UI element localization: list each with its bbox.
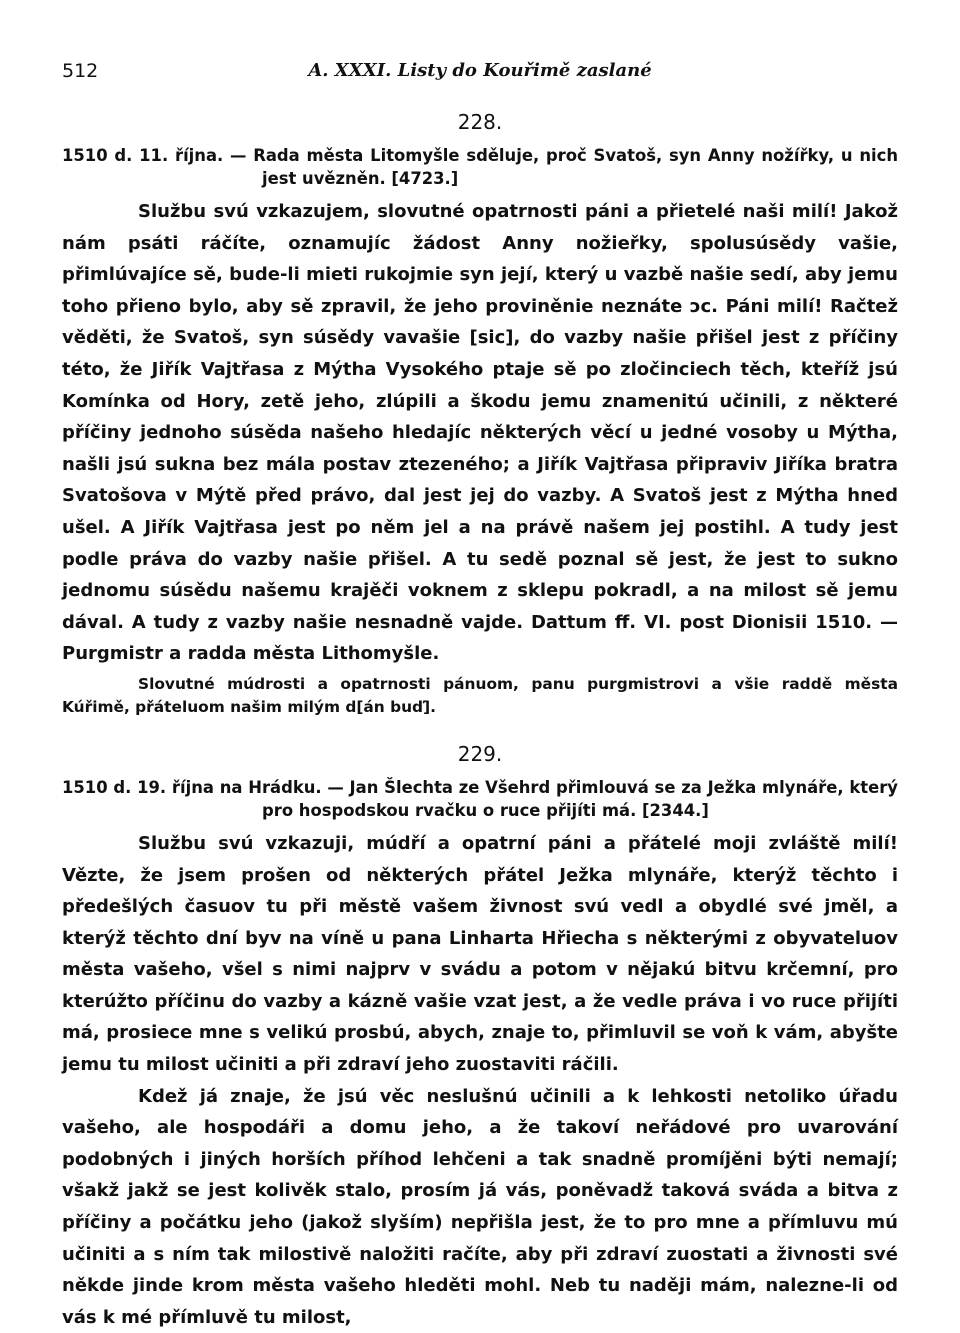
document-number: 228. [457,110,503,134]
document-regest: 1510 d. 11. října. — Rada města Litomyšle sděluje, proč Svatoš, syn Anny nožířky, u nich jest uvězněn. [4723.] [62,146,898,188]
page-number: 512 [62,60,99,82]
letter-paragraph: Službu svú vzkazuji, múdří a opatrní páni a přátelé moji zvláště milí! Vězte, že jsem prošen od některých přátel Ježka mlynáře, kterýž těchto i předešlých časuov tu při městě vašem živnost svú vedl a obydlé své jměl, a kterýž těchto dní byv na víně u pana Linharta Hřiecha s některými z obyvateluov města vašeho, všel s nimi najprv v svádu a potom v nějakú bitvu krčemní, pro kterúžto příčinu do vazby a kázně vašie vzat jest, a že vedle práva i vo ruce přijíti má, prosiece mne s velikú prosbú, abych, znaje to, přimluvil se voň k vám, abyšte jemu tu milost učiniti a při zdraví jeho zuostaviti ráčili. [62,832,898,1076]
document-page [62,56,898,1333]
letter-address: Slovutné múdrosti a opatrnosti pánuom, panu purgmistrovi a všie raddě města Kúřimě, přáteluom našim milým d[án buď]. [62,674,898,717]
letter-paragraph: Kdež já znaje, že jsú věc neslušnú učinili a k lehkosti netoliko úřadu vašeho, ale hospodáři a domu jeho, a že takoví neřádové pro uvarování podobných i jiných horších příhod lehčeni a tak snadně promíjěni býti nemají; všakž jakž se jest kolivěk stalo, prosím já vás, poněvadž taková sváda a bitva z příčiny a počátku jeho (jakož slyším) nepřišla jest, že to pro mne a přímluvu mú učiniti a s ním tak milostivě naložiti račíte, aby při zdraví zuostati a živnosti své někde jinde krom města vašeho hleděti mohl. Neb tu naději mám, nalezne-li od vás k mé přímluvě tu milost, [62,1085,898,1328]
letter-paragraph: Službu svú vzkazujem, slovutné opatrnosti páni a přietelé naši milí! Jakož nám psáti ráčíte, oznamujíc žádost Anny nožieřky, spolusúsědy vašie, přimlúvajíce sě, bude-li mieti rukojmie syn její, který u vazbě našie sedí, aby jemu toho přieno bylo, aby sě zpravil, že jeho proviněnie neznáte ɔc. Páni milí! Račtež věděti, že Svatoš, syn súsědy vavašie [sic], do vazby našie přišel jest z příčiny této, že Jiřík Vajtřasa z Mýtha Vysokého ptaje sě po zločinciech těch, kteříž jsú Komínka od Hory, zetě jeho, zlúpili a škodu jemu znamenitú učinili, z některé příčiny jednoho súsěda našeho hledajíc některých věcí u jedné vosoby u Mýtha, našli jsú sukna bez mála postav ztezeného; a Jiřík Vajtřasa připraviv Jiříka bratra Svatošova v Mýtě před právo, dal jest jej do vazby. A Svatoš jest z Mýtha hned ušel. A Jiřík Vajtřasa jest po něm jel a na právě našem jej postihl. A tudy jest podle práva do vazby našie přišel. A tu sedě poznal sě jest, že jest to sukno jednomu súsědu našemu krajěči voknem z sklepu pokradl, a na milost sě jemu dával. A tudy z vazby našie nesnadně vajde. Dattum ff. VI. post Dionisii 1510. — Purgmistr a radda města Lithomyšle. [62,201,898,665]
document-228 [62,110,898,720]
document-regest: 1510 d. 19. října na Hrádku. — Jan Šlechta ze Všehrd přimlouvá se za Ježka mlynáře, který pro hospodskou rvačku o ruce přijíti má. [2344.] [62,777,898,820]
running-header [62,56,898,88]
running-title: A. XXXI. Listy do Kouřimě zaslané [308,60,652,81]
document-number: 229. [457,741,503,766]
document-229 [62,742,898,1333]
